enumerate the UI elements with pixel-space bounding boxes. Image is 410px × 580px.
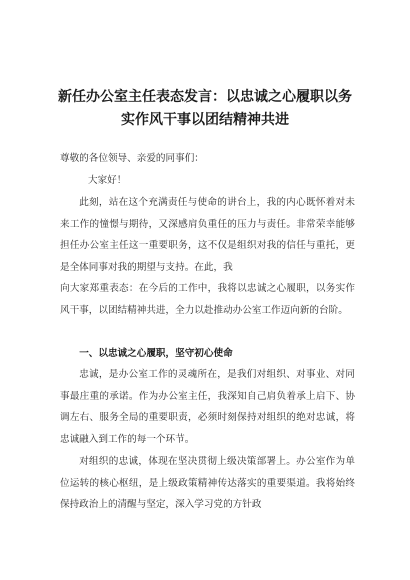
paragraph-pledge: 向大家郑重表态：在今后的工作中，我将以忠诚之心履职，以务实作风干事，以团结精神共进，全力以赴推动办公室工作迈向新的台阶。 [60,283,355,316]
paragraph-organization-loyalty: 对组织的忠诚，体现在坚决贯彻上级决策部署上。办公室作为单位运转的核心枢纽，是上级政策精神传达落实的重要渠道。我将始终保持政治上的清醒与坚定，深入学习党的方针政 [60,456,355,510]
salutation: 尊敬的各位领导、亲爱的同事们： [60,153,204,164]
document-title-line-2: 实作风干事以团结精神共进 [121,112,289,128]
greeting: 大家好！ [88,175,127,186]
paragraph-loyalty: 忠诚，是办公室工作的灵魂所在，是我们对组织、对事业、对同事最庄重的承诺。作为办公室主任，我深知自己肩负着承上启下、协调左右、服务全局的重要职责，必须时刻保持对组织的绝对忠诚，将忠诚融入到工作的每一个环节。 [60,369,355,445]
document-title-line-1: 新任办公室主任表态发言：以忠诚之心履职以务 [58,89,352,105]
section-heading-1: 一、以忠诚之心履职，坚守初心使命 [79,348,233,359]
paragraph-intro: 此刻，站在这个充满责任与使命的讲台上，我的内心既怀着对未来工作的憧憬与期待，又深感肩负重任的压力与责任。非常荣幸能够担任办公室主任这一重要职务，这不仅是组织对我的信任与重托，更是全体同事对我的期望与支持。在此，我 [60,197,355,273]
